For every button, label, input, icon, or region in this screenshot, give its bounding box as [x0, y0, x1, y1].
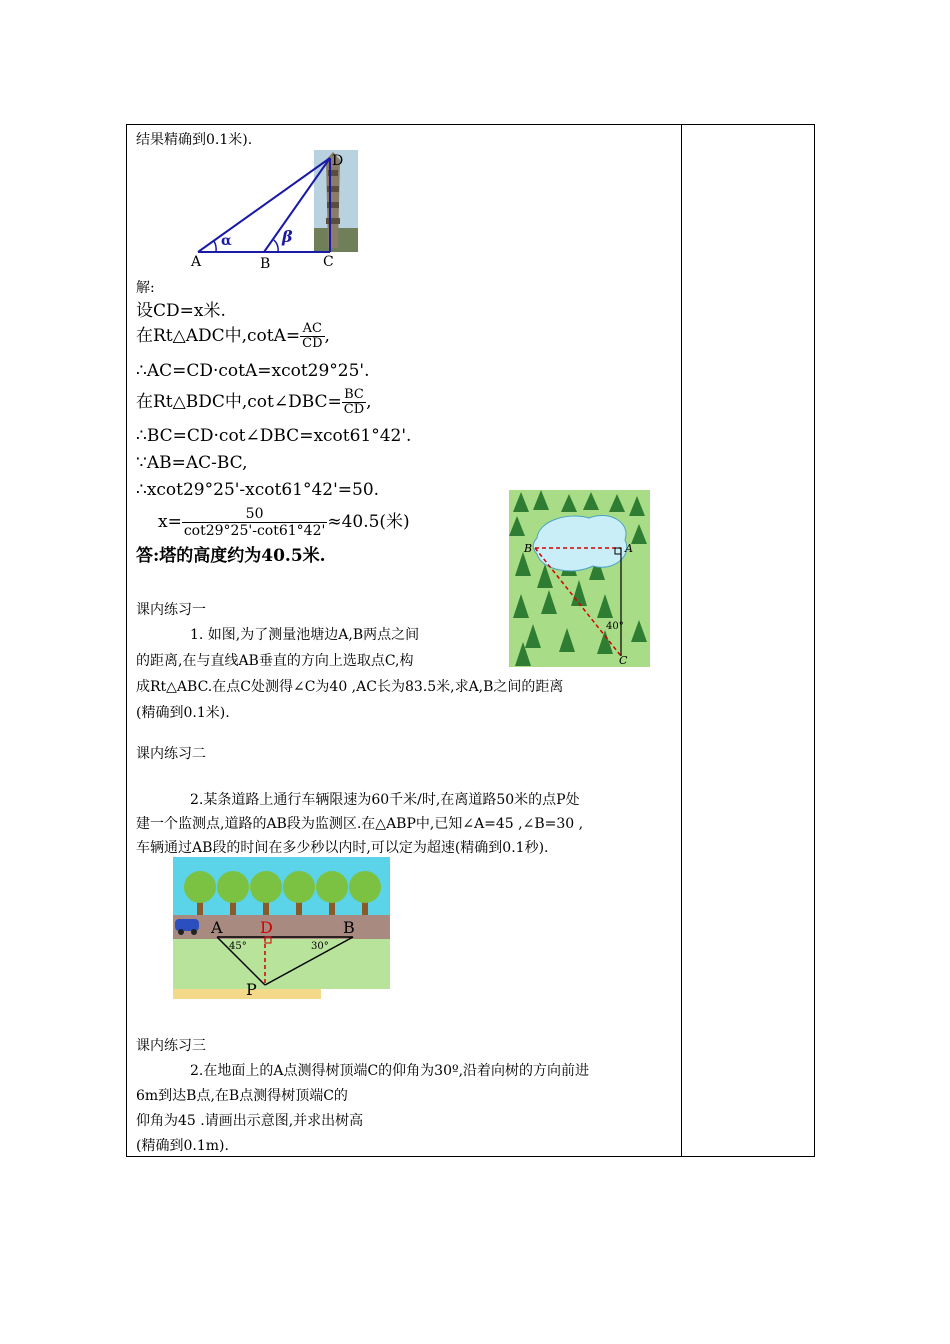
fraction-ac-cd: [300, 322, 324, 351]
pond-figure: [509, 490, 650, 667]
solution-line-2-post: ,: [324, 326, 330, 346]
fraction-final: [182, 506, 327, 539]
answer-line: 答:塔的高度约为40.5米.: [136, 546, 326, 566]
ex1-line-2: 的距离,在与直线AB垂直的方向上选取点C,构: [136, 653, 414, 669]
pond-label-b: B: [524, 542, 533, 555]
fraction-bc-cd: [342, 388, 366, 417]
solution-line-8: [158, 506, 410, 539]
fraction-denominator: CD: [302, 336, 323, 351]
solution-line-4-pre: 在Rt△BDC中,cot∠DBC=: [136, 392, 342, 412]
solution-line-8-pre: x=: [158, 512, 182, 532]
solution-line-2: [136, 322, 330, 351]
ex2-line-2: 建一个监测点,道路的AB段为监测区.在△ABP中,已知∠A=45 ,∠B=30 ,: [136, 816, 584, 832]
road-figure: [173, 857, 390, 999]
fig1-label-d: D: [332, 153, 344, 169]
fig1-label-a: A: [191, 254, 202, 270]
ex3-title: 课内练习三: [136, 1038, 206, 1054]
solution-heading: 解:: [136, 280, 155, 296]
fraction-numerator: BC: [342, 388, 366, 403]
solution-line-4-post: ,: [366, 392, 372, 412]
road-angle-b: 30°: [311, 941, 329, 952]
column-divider: [681, 125, 682, 1156]
fraction-denominator: CD: [343, 402, 365, 417]
fraction-denominator: cot29°25'-cot61°42': [183, 523, 326, 539]
solution-line-8-post: ≈40.5(米): [327, 512, 410, 532]
solution-line-3: ∴AC=CD·cotA=xcot29°25'.: [136, 361, 370, 381]
ex2-line-1: 2.某条道路上通行车辆限速为60千米/时,在离道路50米的点P处: [190, 792, 580, 808]
ex1-line-4: (精确到0.1米).: [136, 705, 230, 721]
solution-line-6: ∵AB=AC-BC,: [136, 453, 248, 473]
intro-line: 结果精确到0.1米).: [136, 132, 253, 148]
road-label-d: D: [260, 918, 273, 937]
pond-label-c: C: [619, 654, 628, 667]
solution-line-7: ∴xcot29°25'-xcot61°42'=50.: [136, 480, 380, 500]
road-label-p: P: [246, 980, 257, 999]
fig1-label-c: C: [323, 254, 334, 270]
road-label-a: A: [211, 918, 223, 937]
ex1-line-3: 成Rt△ABC.在点C处测得∠C为40 ,AC长为83.5米,求A,B之间的距离: [136, 679, 564, 695]
ex1-title: 课内练习一: [136, 602, 206, 618]
road-label-b: B: [343, 918, 355, 937]
solution-line-2-pre: 在Rt△ADC中,cotA=: [136, 326, 301, 346]
road-angle-a: 45°: [229, 941, 247, 952]
ex2-title: 课内练习二: [136, 746, 206, 762]
ex2-line-3: 车辆通过AB段的时间在多少秒以内时,可以定为超速(精确到0.1秒).: [136, 840, 549, 856]
solution-line-5: ∴BC=CD·cot∠DBC=xcot61°42'.: [136, 426, 412, 446]
ex3-line-2: 6m到达B点,在B点测得树顶端C的: [136, 1088, 348, 1104]
solution-line-4: [136, 388, 372, 417]
ex3-line-4: (精确到0.1m).: [136, 1138, 229, 1154]
solution-line-1: 设CD=x米.: [136, 301, 226, 321]
ex3-line-1: 2.在地面上的A点测得树顶端C的仰角为30º,沿着向树的方向前进: [190, 1063, 590, 1079]
ex3-line-3: 仰角为45 .请画出示意图,并求出树高: [136, 1113, 364, 1129]
pond-label-a: A: [625, 542, 633, 555]
fig1-label-b: B: [260, 256, 271, 272]
ex1-line-1: 1. 如图,为了测量池塘边A,B两点之间: [190, 627, 420, 643]
fig1-label-alpha: α: [221, 233, 232, 249]
fraction-numerator: AC: [300, 322, 324, 337]
fraction-numerator: 50: [182, 506, 327, 523]
pond-angle: 40°: [606, 621, 624, 632]
fig1-label-beta: β: [282, 227, 293, 246]
